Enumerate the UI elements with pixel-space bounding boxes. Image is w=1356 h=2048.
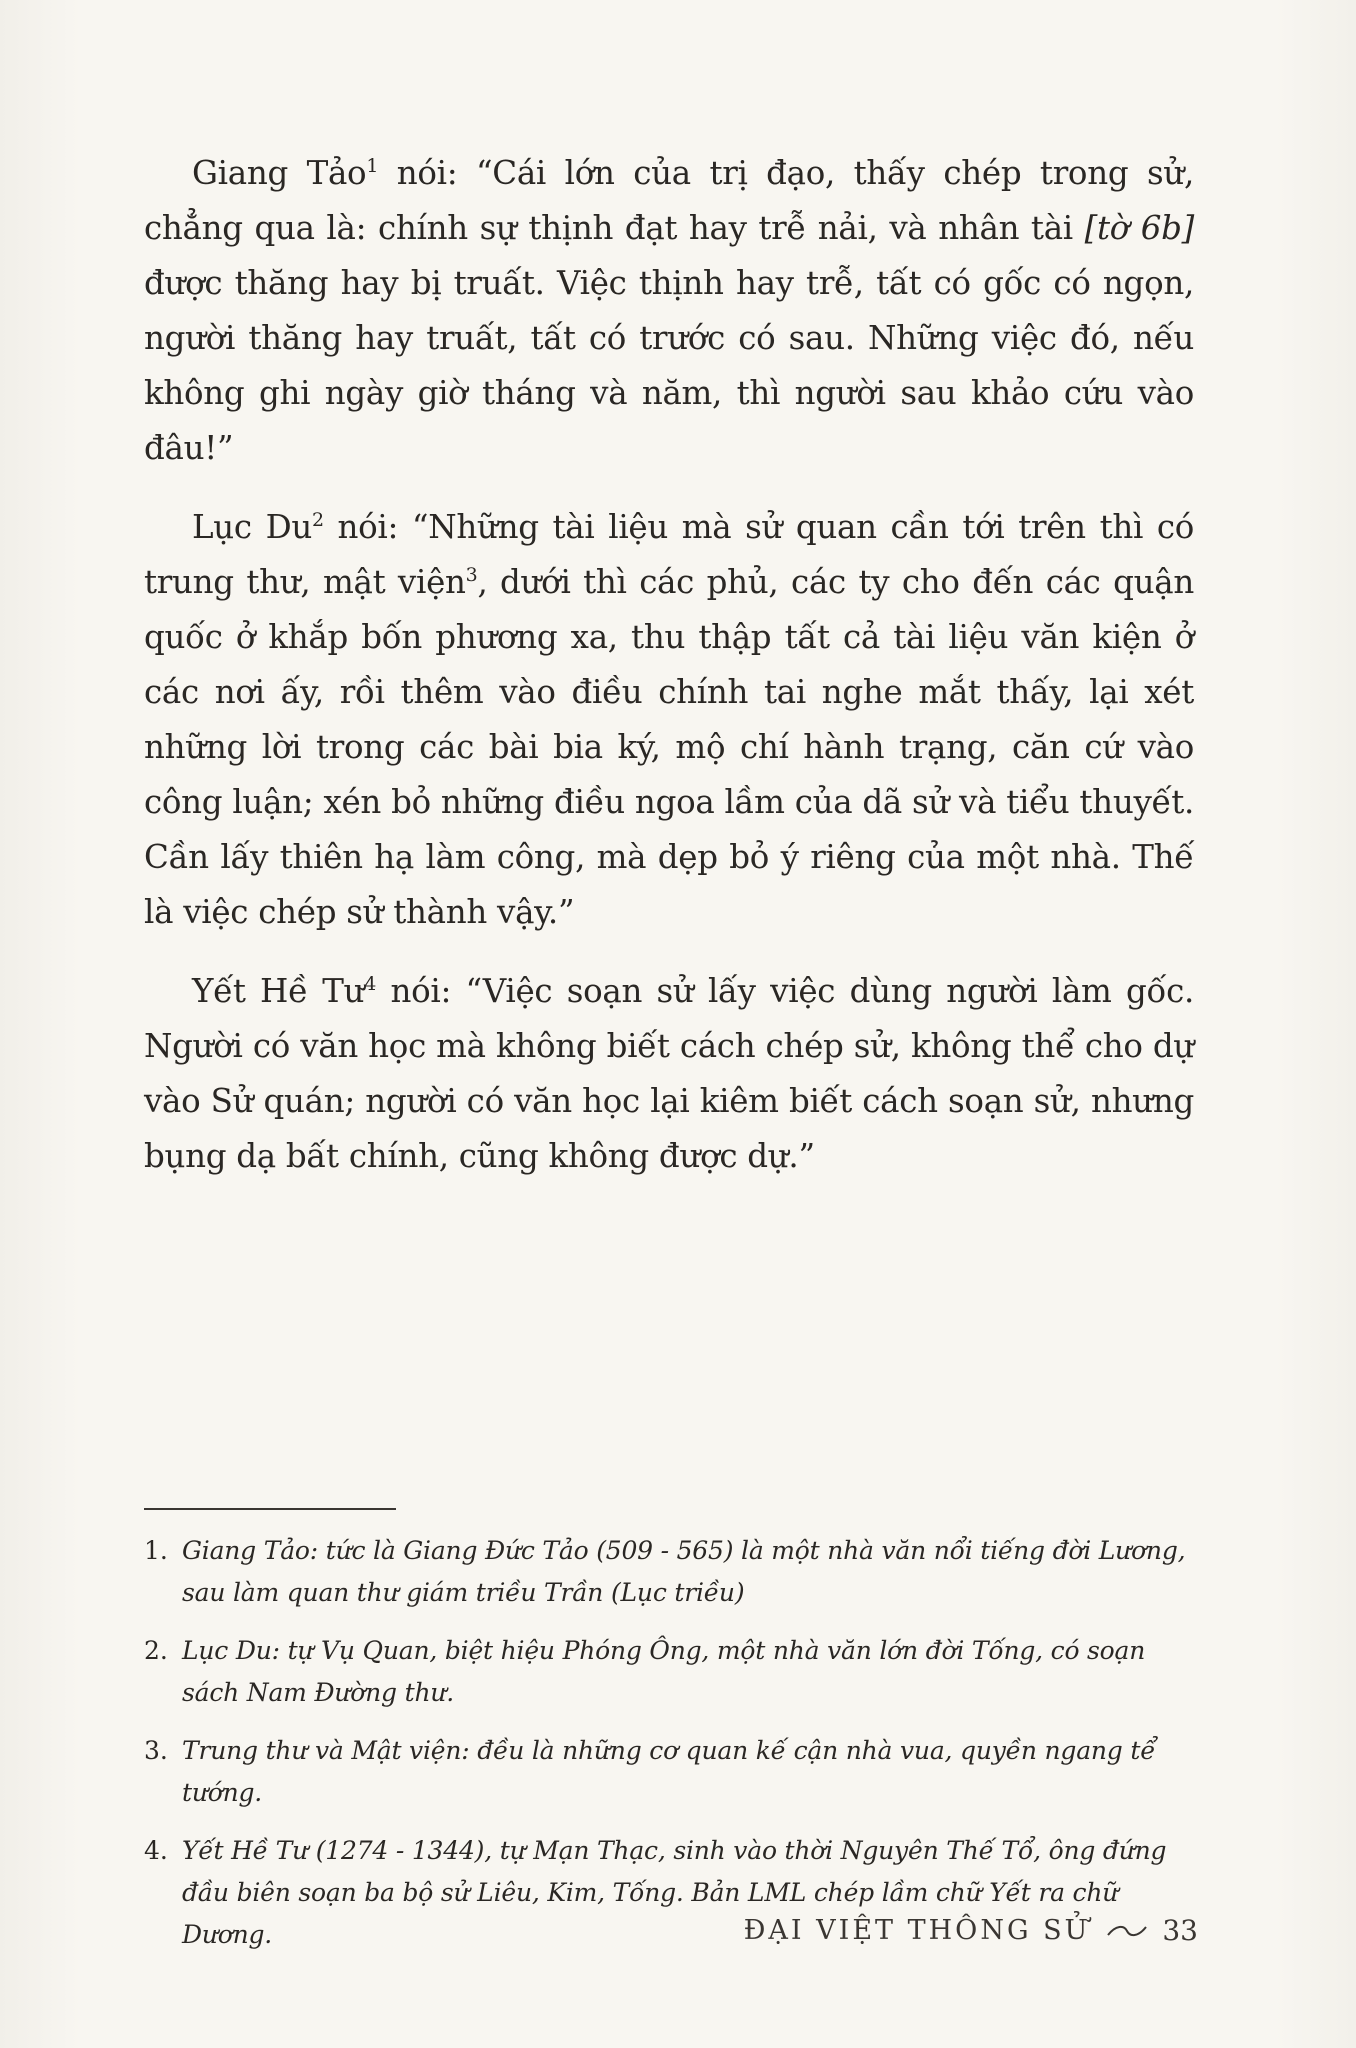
speaker-name: Yết Hề Tư: [192, 972, 365, 1010]
speaker-name: Giang Tảo: [192, 154, 367, 192]
paragraph-luc-du: [144, 500, 1194, 940]
footnote-number: 4.: [144, 1836, 168, 1865]
footnote-number: 3.: [144, 1736, 168, 1765]
footnote-divider: [144, 1508, 396, 1510]
main-text: [144, 146, 1194, 1208]
paragraph-text: nói: “Cái lớn của trị đạo, thấy chép trong sử, chẳng qua là: chính sự thịnh đạt hay trễ nải, và nhân tài: [144, 154, 1194, 247]
paragraph-text: , dưới thì các phủ, các ty cho đến các quận quốc ở khắp bốn phương xa, thu thập tất cả tài liệu văn kiện ở các nơi ấy, rồi thêm vào điều chính tai nghe mắt thấy, lại xét những lời trong các bài bia ký, mộ chí hành trạng, căn cứ vào công luận; xén bỏ những điều ngoa lầm của dã sử và tiểu thuyết. Cần lấy thiên hạ làm công, mà dẹp bỏ ý riêng của một nhà. Thế là việc chép sử thành vậy.”: [144, 563, 1194, 931]
footnote-text: Yết Hề Tư (1274 - 1344), tự Mạn Thạc, sinh vào thời Nguyên Thế Tổ, ông đứng đầu biên soạn ba bộ sử Liêu, Kim, Tống. Bản LML chép lầm chữ Yết ra chữ Dương.: [182, 1836, 1167, 1949]
paragraph-text: nói: “Những tài liệu mà sử quan cần tới trên thì có trung thư, mật viện: [144, 508, 1194, 601]
running-title: ĐẠI VIỆT THÔNG SỬ: [743, 1915, 1091, 1946]
paragraph-giang-tao: [144, 146, 1194, 476]
footnote-ref-3: 3: [465, 564, 478, 587]
paragraph-yet-he-tu: [144, 964, 1194, 1184]
footnote-text: Lục Du: tự Vụ Quan, biệt hiệu Phóng Ông, một nhà văn lớn đời Tống, có soạn sách Nam Đường thư.: [182, 1636, 1146, 1707]
footnote-item: [144, 1530, 1196, 1614]
page-footer: [744, 1914, 1198, 1947]
folio-marker: [tờ 6b]: [1084, 209, 1195, 247]
footnote-ref-1: 1: [366, 155, 379, 178]
paragraph-text: nói: “Việc soạn sử lấy việc dùng người làm gốc. Người có văn học mà không biết cách chép sử, không thể cho dự vào Sử quán; người có văn học lại kiêm biết cách soạn sử, nhưng bụng dạ bất chính, cũng không được dự.”: [144, 972, 1194, 1175]
page-number: 33: [1162, 1914, 1198, 1947]
footnote-number: 1.: [144, 1536, 168, 1565]
speaker-name: Lục Du: [192, 508, 312, 546]
footnote-ref-4: 4: [364, 973, 377, 996]
footnote-item: [144, 1630, 1196, 1714]
footnote-ref-2: 2: [311, 509, 324, 532]
footnotes: [144, 1530, 1196, 1972]
footnote-text: Trung thư và Mật viện: đều là những cơ quan kế cận nhà vua, quyền ngang tể tướng.: [182, 1736, 1156, 1807]
paragraph-text: được thăng hay bị truất. Việc thịnh hay trễ, tất có gốc có ngọn, người thăng hay truất, tất có trước có sau. Những việc đó, nếu không ghi ngày giờ tháng và năm, thì người sau khảo cứu vào đâu!”: [144, 264, 1194, 467]
footnote-text: Giang Tảo: tức là Giang Đức Tảo (509 - 565) là một nhà văn nổi tiếng đời Lương, sau làm quan thư giám triều Trần (Lục triều): [182, 1536, 1186, 1607]
tilde-ornament-icon: [1106, 1921, 1148, 1941]
footnote-number: 2.: [144, 1636, 168, 1665]
footnote-item: [144, 1730, 1196, 1814]
